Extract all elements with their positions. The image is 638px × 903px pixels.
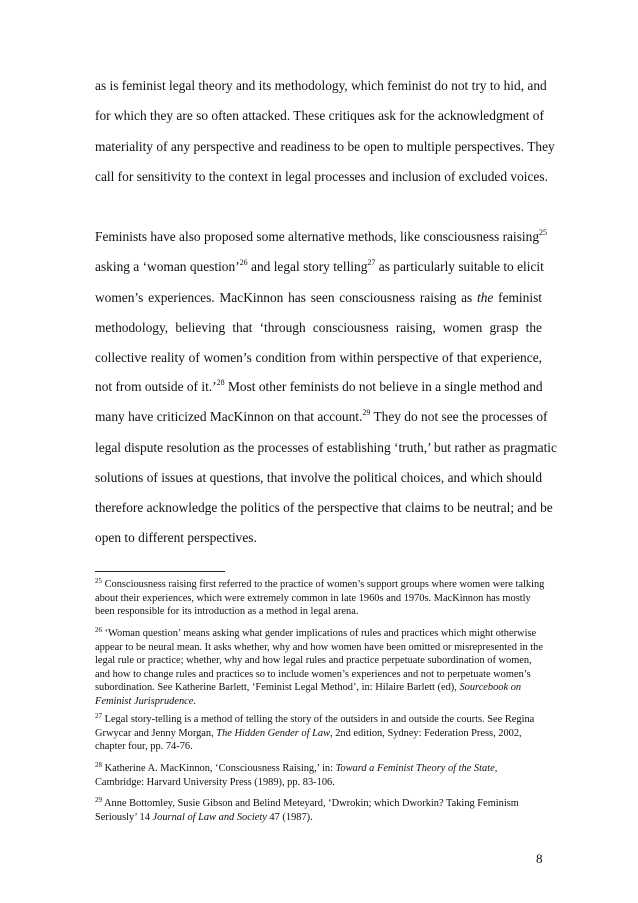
- emphasis: the: [477, 290, 494, 305]
- footnote-number: 29: [95, 796, 102, 804]
- footnote-text: Cambridge: Harvard University Press (1989), pp. 83-106.: [95, 776, 335, 788]
- body-line: [95, 259, 542, 275]
- footnote-text: Consciousness raising first referred to the practice of women’s support groups where women were talking about their experiences, which were extremely common in late 1960s and 1970s. MacKinnon has mostly been responsible for its introduction as a method in legal arena.: [95, 579, 545, 618]
- footnote-text: Katherine A. MacKinnon, ‘Consciousness Raising,’ in:: [102, 763, 336, 774]
- body-line: call for sensitivity to the context in legal processes and inclusion of excluded voices.: [95, 169, 548, 184]
- text-run: feminist: [493, 290, 542, 305]
- body-line: [95, 228, 548, 245]
- body-line: materiality of any perspective and readiness to be open to multiple perspectives. They: [95, 139, 555, 154]
- footnote-title: Toward a Feminist Theory of the State,: [335, 763, 498, 774]
- text-run: as particularly suitable to elicit: [375, 259, 544, 274]
- footnote-number: 27: [95, 712, 102, 720]
- page-number: 8: [536, 851, 543, 866]
- body-line: [95, 379, 542, 395]
- footnote-title: Sourcebook on Feminist Jurisprudence: [95, 682, 522, 707]
- text-run: Feminists have also proposed some alternative methods, like consciousness raising: [95, 229, 540, 244]
- text-run: asking a ‘woman question’: [95, 259, 240, 274]
- body-line: [95, 408, 548, 425]
- footnote-28: [95, 762, 545, 789]
- footnote-27: [95, 713, 545, 754]
- text-run: and legal story telling: [247, 259, 368, 274]
- body-line: as is feminist legal theory and its methodology, which feminist do not try to hid, and: [95, 78, 547, 93]
- footnote-ref: 29: [362, 408, 371, 417]
- footnote-text: ‘Woman question’ means asking what gender implications of rules and practices which might otherwise appear to be neural mean. It asks whether, why and how women have been omitted or misrepresented in the legal rule or practice; whether, why and how legal rules and practice perpetuate subordination of women, and how to change rules and practices so to include women’s experiences and not to perpetuate women’s subordination. See Katherine Barlett, ‘Feminist Legal Method’, in: Hilaire Barlett (ed),: [95, 628, 543, 694]
- body-line: solutions of issues at questions, that involve the political choices, and which should: [95, 470, 543, 485]
- text-run: many have criticized MacKinnon on that account.: [95, 409, 363, 424]
- footnote-title: The Hidden Gender of Law: [216, 727, 331, 739]
- footnote-separator: [95, 571, 225, 572]
- footnote-text: .: [193, 695, 197, 707]
- text-run: women’s experiences. MacKinnon has seen consciousness raising as: [95, 290, 477, 305]
- body-line: collective reality of women’s condition from within perspective of that experience,: [95, 350, 542, 365]
- footnote-text: Anne Bottomley, Susie Gibson and Belind Meteyard, ‘Dwrokin; which Dworkin? Taking Feminism Seriously’ 14: [95, 798, 519, 823]
- footnote-text: , 2nd edition, Sydney: Federation Press, 2002, chapter four, pp. 74-76.: [95, 727, 522, 753]
- footnote-title: Journal of Law and Society: [152, 811, 267, 823]
- footnote-25: [95, 578, 545, 619]
- body-line: open to different perspectives.: [95, 530, 257, 545]
- footnote-text: Legal story-telling is a method of telling the story of the outsiders in and outside the courts. See Regina Grwycar and Jenny Morgan,: [95, 714, 535, 739]
- footnote-number: 26: [95, 626, 102, 634]
- footnote-ref: 26: [239, 258, 248, 267]
- footnote-number: 25: [95, 577, 102, 585]
- footnote-text: 47 (1987).: [266, 811, 313, 823]
- text-run: Most other feminists do not believe in a single method and: [224, 379, 543, 394]
- text-run: not from outside of it.’: [95, 379, 217, 394]
- footnote-ref: 25: [539, 228, 548, 237]
- footnote-29: [95, 797, 545, 824]
- text-run: They do not see the processes of: [370, 409, 548, 424]
- footnote-number: 28: [95, 761, 102, 769]
- footnote-26: [95, 627, 545, 709]
- body-line: for which they are so often attacked. These critiques ask for the acknowledgment of: [95, 108, 544, 123]
- body-line: [95, 290, 542, 306]
- body-line: legal dispute resolution as the processes of establishing ‘truth,’ but rather as pragmatic: [95, 440, 557, 455]
- body-line: methodology, believing that ‘through consciousness raising, women grasp the: [95, 320, 542, 335]
- body-line: therefore acknowledge the politics of the perspective that claims to be neutral; and be: [95, 500, 553, 515]
- footnote-ref: 27: [367, 258, 376, 267]
- footnote-ref: 28: [216, 378, 225, 387]
